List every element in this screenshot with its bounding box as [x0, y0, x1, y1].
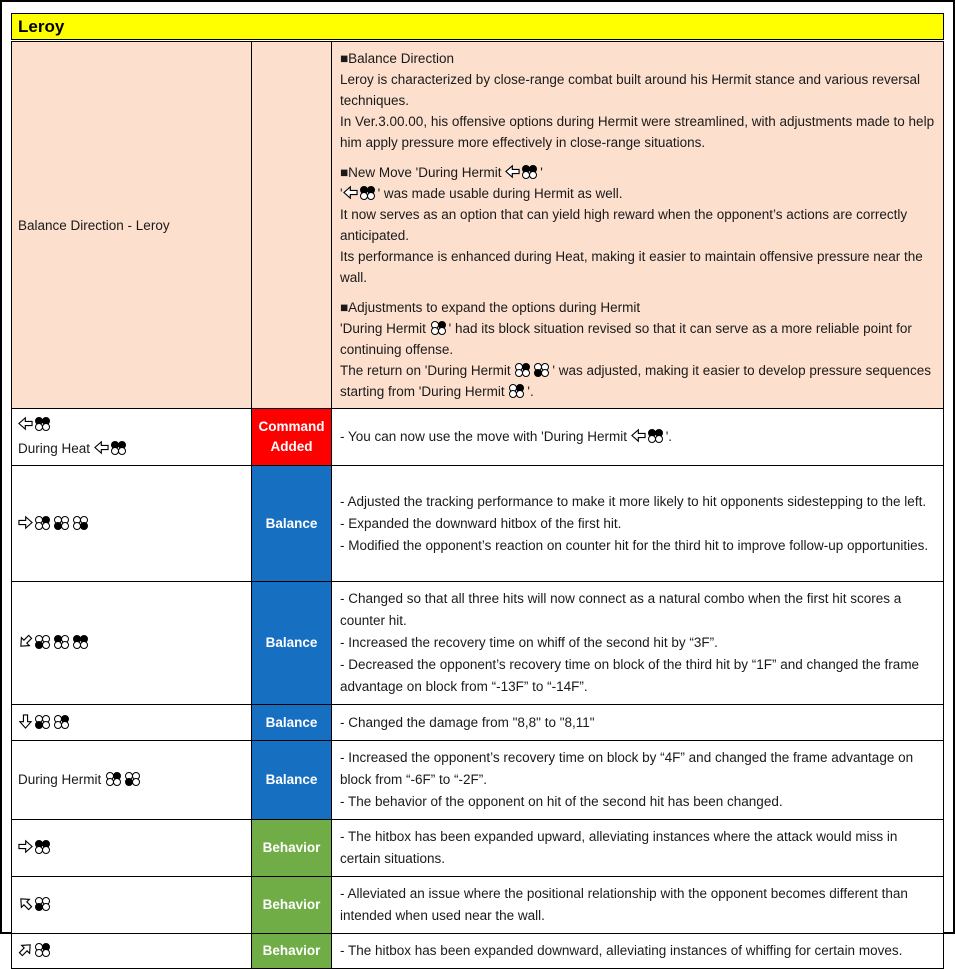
arrow-right-icon: [18, 838, 34, 853]
blank-line: [340, 153, 935, 162]
blank-line: [340, 288, 935, 297]
move-row: [12, 466, 944, 582]
notes-cell: [332, 409, 944, 466]
character-name: Leroy: [18, 16, 65, 36]
command-line: During Hermit: [18, 768, 245, 792]
note-line: - Increased the opponent’s recovery time on block by “4F” and changed the frame advantage on block from “-6F” to “-2F”.: [340, 750, 914, 787]
note-line: - You can now use the move with 'During Hermit '.: [340, 429, 673, 444]
category-badge: Behavior: [252, 877, 332, 934]
overview-empty-cell: [252, 42, 332, 409]
button-1-2-icon: [360, 186, 377, 201]
category-badge: Behavior: [252, 934, 332, 969]
overview-text-line: Leroy is characterized by close-range combat built around his Hermit stance and various reversal techniques.: [340, 72, 921, 108]
button-1-2-icon: [73, 635, 90, 650]
notes-cell: [332, 741, 944, 820]
overview-label-cell: [12, 42, 252, 409]
arrow-down-left-icon: [18, 633, 34, 648]
category-badge: Balance: [252, 705, 332, 741]
command-cell: [12, 877, 252, 934]
notes-cell: [332, 582, 944, 705]
move-row: [12, 582, 944, 705]
command-cell: [12, 466, 252, 582]
arrow-left-icon: [505, 164, 521, 179]
command-line: [18, 413, 245, 437]
overview-text-line: ■Balance Direction: [340, 51, 454, 66]
category-badge: Balance: [252, 466, 332, 582]
button-2-icon: [54, 715, 71, 730]
button-1-2-icon: [111, 441, 128, 456]
button-3-icon: [35, 715, 52, 730]
category-badge: Command Added: [252, 409, 332, 466]
button-1-2-icon: [522, 165, 539, 180]
command-line: [18, 512, 245, 536]
command-cell: [12, 582, 252, 705]
note-line: - Increased the recovery time on whiff of the second hit by “3F”.: [340, 635, 718, 650]
notes-cell: [332, 466, 944, 582]
button-3-icon: [35, 897, 52, 912]
overview-text-line: Its performance is enhanced during Heat, making it easier to maintain offensive pressure near the wall.: [340, 249, 923, 285]
button-2-icon: [35, 516, 52, 531]
move-row: [12, 877, 944, 934]
button-1-2-icon: [648, 429, 665, 444]
button-2-icon: [509, 384, 526, 399]
patch-table-body: [12, 42, 944, 969]
arrow-down-icon: [18, 713, 34, 728]
move-row: [12, 820, 944, 877]
command-line: [18, 711, 245, 735]
command-line: [18, 939, 245, 963]
button-3-icon: [35, 635, 52, 650]
command-cell: [12, 741, 252, 820]
arrow-left-icon: [94, 439, 110, 454]
arrow-up-right-icon: [18, 941, 34, 956]
button-3-icon: [54, 516, 71, 531]
overview-text: [340, 48, 935, 402]
note-line: - Changed so that all three hits will now connect as a natural combo when the first hit scores a counter hit.: [340, 591, 902, 628]
overview-row: [12, 42, 944, 409]
notes-cell: [332, 820, 944, 877]
note-line: - Changed the damage from "8,8" to "8,11": [340, 714, 595, 730]
command-line: [18, 836, 245, 860]
command-line: [18, 893, 245, 917]
button-3-icon: [534, 363, 551, 378]
move-row: [12, 934, 944, 969]
button-3-icon: [125, 772, 142, 787]
overview-label: Balance Direction - Leroy: [18, 217, 170, 233]
note-line: - The hitbox has been expanded downward, alleviating instances of whiffing for certain moves.: [340, 943, 903, 958]
category-badge: Behavior: [252, 820, 332, 877]
arrow-left-icon: [631, 428, 647, 443]
move-row: [12, 409, 944, 466]
move-row: [12, 705, 944, 741]
overview-text-line: ■New Move 'During Hermit ': [340, 165, 543, 180]
button-1-2-icon: [35, 417, 52, 432]
notes-cell: [332, 705, 944, 741]
arrow-up-left-icon: [18, 895, 34, 910]
overview-text-line: The return on 'During Hermit ' was adjusted, making it easier to develop pressure sequences starting from 'During Hermit '.: [340, 363, 931, 399]
command-line: During Heat: [18, 437, 245, 461]
button-1-icon: [54, 635, 71, 650]
command-cell: [12, 409, 252, 466]
arrow-right-icon: [18, 514, 34, 529]
note-line: - The hitbox has been expanded upward, alleviating instances where the attack would miss in certain situations.: [340, 829, 898, 866]
patch-notes-table: [11, 41, 944, 969]
overview-text-line: 'During Hermit ' had its block situation revised so that it can serve as a more reliable point for continuing offense.: [340, 321, 912, 357]
note-line: - Expanded the downward hitbox of the first hit.: [340, 515, 622, 531]
overview-text-line: In Ver.3.00.00, his offensive options during Hermit were streamlined, with adjustments made to help him apply pressure more effectively in close-range situations.: [340, 114, 935, 150]
category-badge: Balance: [252, 582, 332, 705]
note-line: - Modified the opponent’s reaction on counter hit for the third hit to improve follow-up opportunities.: [340, 537, 929, 553]
button-2-icon: [106, 772, 123, 787]
move-row: [12, 741, 944, 820]
notes-cell: [332, 934, 944, 969]
notes-cell: [332, 877, 944, 934]
overview-text-line: It now serves as an option that can yield high reward when the opponent’s actions are correctly anticipated.: [340, 207, 908, 243]
arrow-left-icon: [18, 415, 34, 430]
overview-text-line: ■Adjustments to expand the options during Hermit: [340, 300, 641, 315]
button-2-icon: [35, 943, 52, 958]
command-cell: [12, 820, 252, 877]
note-line: - Decreased the opponent’s recovery time on block of the third hit by “1F” and changed the frame advantage on block from “-13F” to “-14F”.: [340, 657, 920, 694]
button-4-icon: [73, 516, 90, 531]
note-line: - Alleviated an issue where the positional relationship with the opponent becomes different than intended when used near the wall.: [340, 886, 908, 923]
note-line: - Adjusted the tracking performance to make it more likely to hit opponents sidestepping to the left.: [340, 493, 927, 509]
command-line: [18, 631, 245, 655]
overview-text-line: ' ' was made usable during Hermit as well.: [340, 186, 623, 201]
arrow-left-icon: [343, 185, 359, 200]
category-badge: Balance: [252, 741, 332, 820]
note-line: - The behavior of the opponent on hit of the second hit has been changed.: [340, 794, 783, 809]
button-2-icon: [431, 321, 448, 336]
button-2-icon: [515, 363, 532, 378]
command-cell: [12, 934, 252, 969]
command-cell: [12, 705, 252, 741]
character-header-bar: [11, 13, 944, 40]
button-1-2-icon: [35, 840, 52, 855]
overview-text-cell: [332, 42, 944, 409]
